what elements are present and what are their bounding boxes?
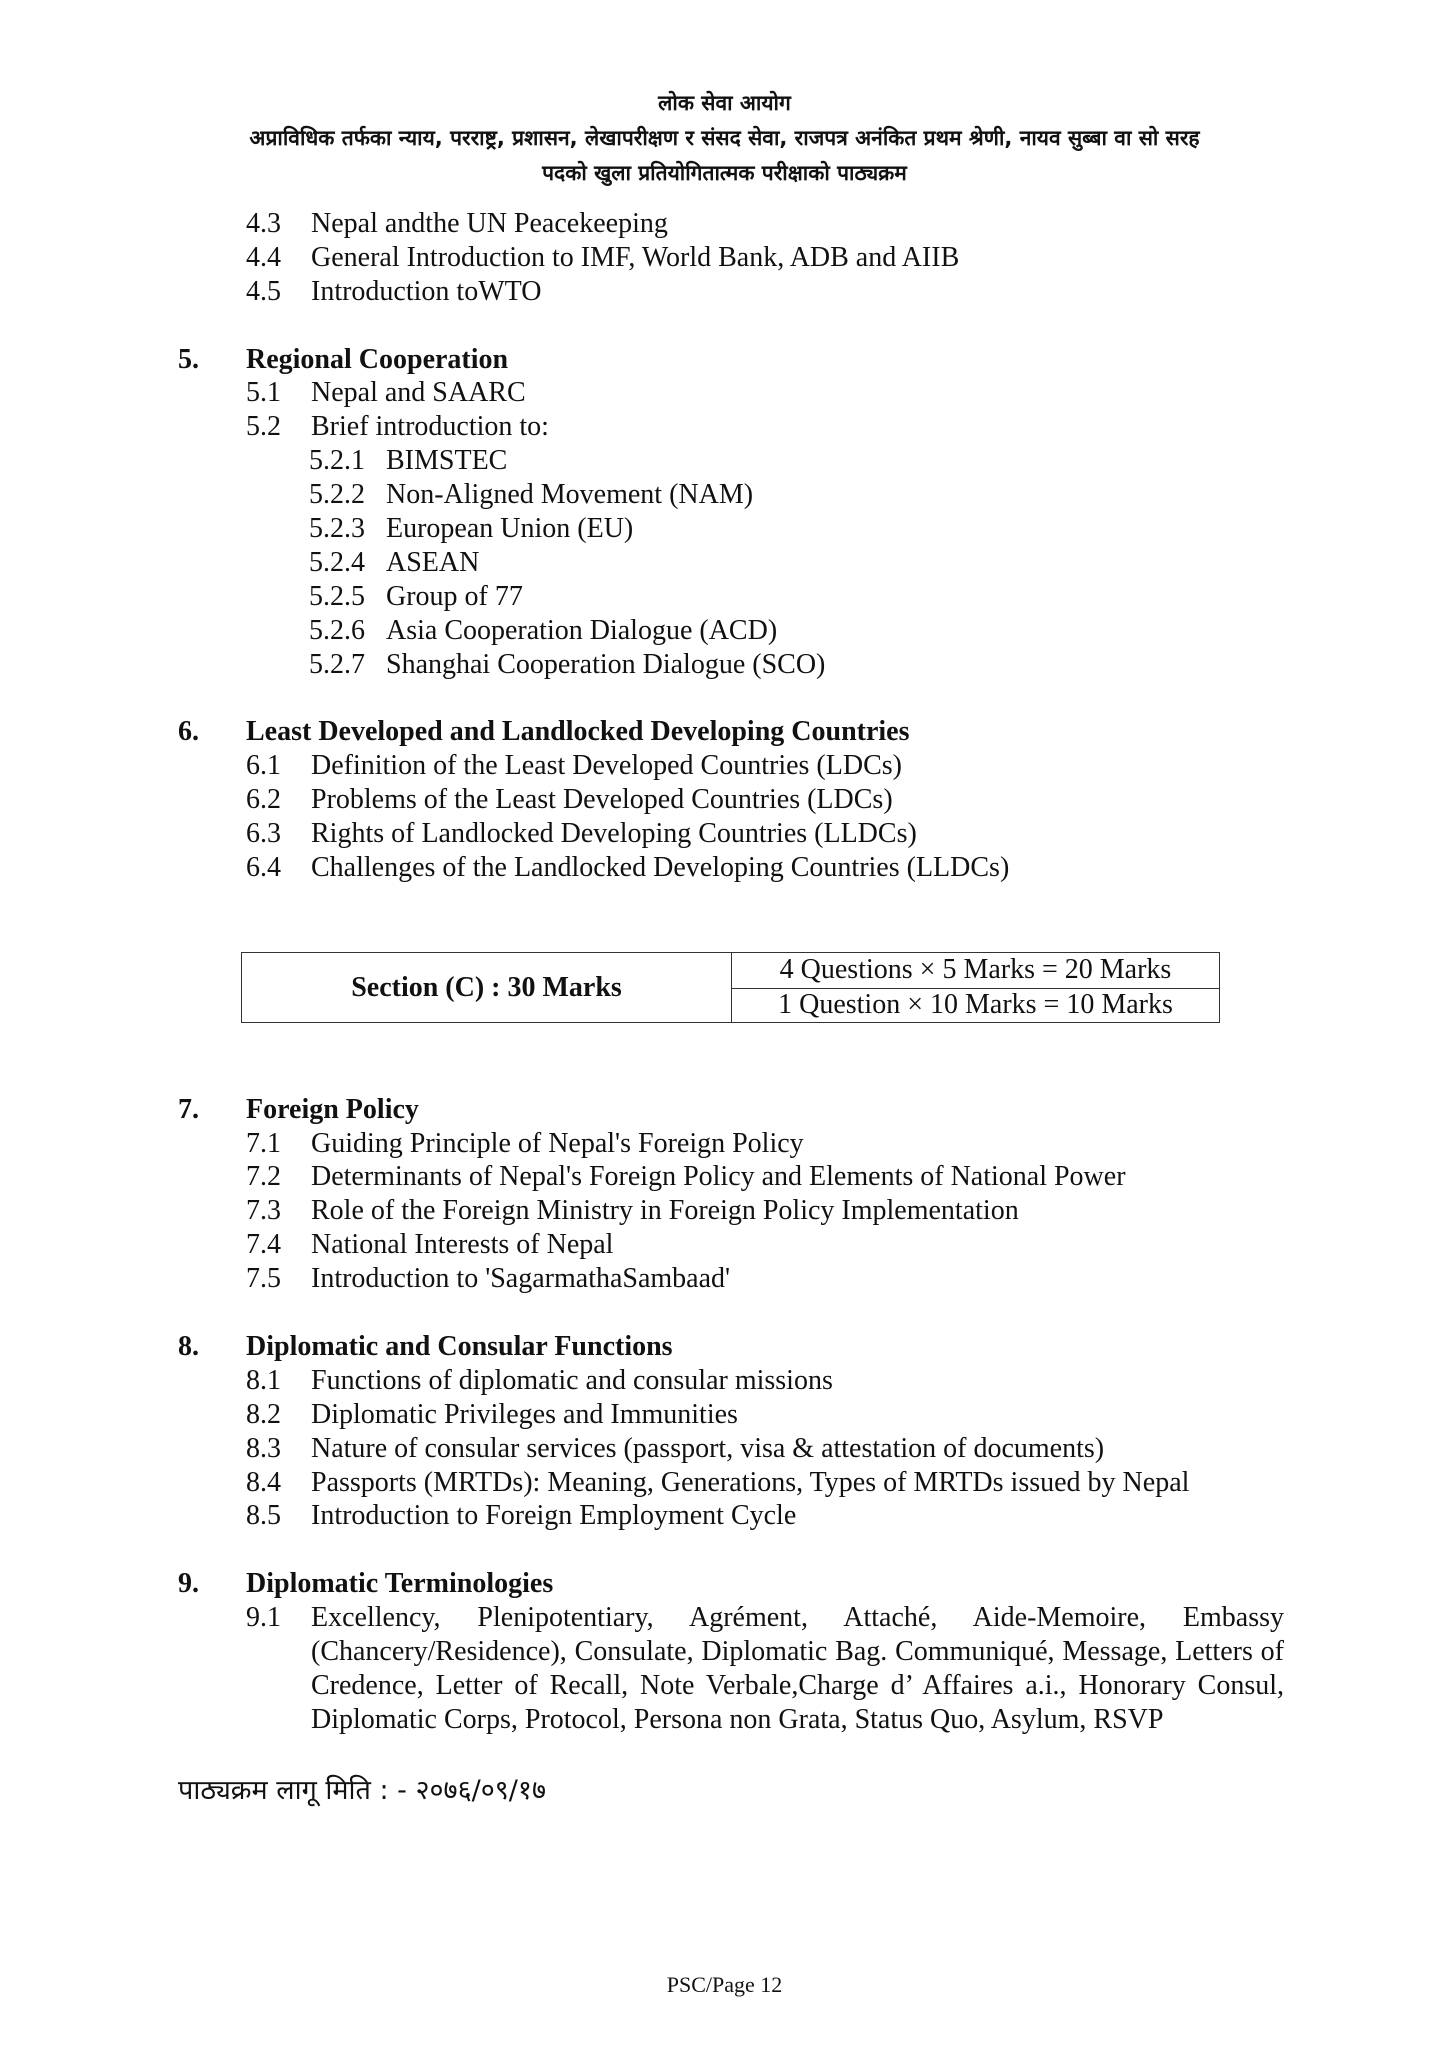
syllabus-item: [0, 376, 1449, 410]
item-text: Definition of the Least Developed Countries (LDCs): [311, 750, 902, 782]
section-heading: [0, 715, 1449, 749]
section-marks-label: Section (C) : 30 Marks: [242, 953, 732, 1022]
syllabus-subitem: [0, 648, 1449, 682]
item-number: 6.3: [246, 818, 281, 850]
header-org-name: लोक सेवा आयोग: [658, 91, 791, 115]
item-number: 6.2: [246, 784, 281, 816]
section-number: 5.: [178, 343, 199, 375]
subitem-text: Non-Aligned Movement (NAM): [386, 479, 754, 511]
section-heading: [0, 343, 1449, 377]
subitem-number: 5.2.3: [309, 513, 365, 545]
item-number: 8.5: [246, 1500, 281, 1532]
item-text: Functions of diplomatic and consular missions: [311, 1364, 833, 1396]
section-title: Regional Cooperation: [246, 343, 509, 375]
subitem-text: BIMSTEC: [386, 445, 508, 477]
item-number: 8.1: [246, 1364, 281, 1396]
item-text: National Interests of Nepal: [311, 1229, 614, 1261]
subitem-text: ASEAN: [386, 546, 480, 578]
syllabus-item: [0, 275, 1449, 309]
page-number: PSC/Page 12: [666, 1972, 783, 1997]
item-text: Introduction to Foreign Employment Cycle: [311, 1500, 797, 1532]
item-text: Brief introduction to:: [311, 411, 549, 443]
syllabus-item: [0, 1364, 1449, 1398]
item-text: Introduction toWTO: [311, 275, 542, 307]
subitem-text: Group of 77: [386, 580, 523, 612]
syllabus-item: [0, 851, 1449, 885]
item-number: 7.2: [246, 1161, 281, 1193]
item-text: Introduction to 'SagarmathaSambaad': [311, 1263, 731, 1295]
marks-table: [241, 952, 1220, 1023]
effective-date: पाठ्यक्रम लागू मिति : - २०७६/०९/१७: [178, 1775, 546, 1806]
item-number: 8.3: [246, 1432, 281, 1464]
syllabus-item: [0, 1160, 1449, 1194]
item-number: 4.5: [246, 275, 281, 307]
item-number: 4.3: [246, 208, 281, 239]
syllabus-item: [0, 1499, 1449, 1533]
item-number: 7.5: [246, 1263, 281, 1295]
item-number: 8.4: [246, 1466, 281, 1498]
syllabus-subitem: [0, 478, 1449, 512]
item-text: Nature of consular services (passport, visa & attestation of documents): [311, 1432, 1105, 1464]
section-heading: [0, 1567, 1449, 1601]
section-number: 7.: [178, 1093, 199, 1125]
syllabus-item: [0, 1127, 1449, 1161]
syllabus-item: [0, 817, 1449, 851]
section-title: Diplomatic Terminologies: [246, 1568, 554, 1600]
subitem-text: Asia Cooperation Dialogue (ACD): [386, 614, 778, 646]
syllabus-item: [0, 749, 1449, 783]
item-number: 5.2: [246, 411, 281, 443]
item-text: Role of the Foreign Ministry in Foreign Policy Implementation: [311, 1195, 1019, 1227]
item-text: Nepal andthe UN Peacekeeping: [311, 208, 668, 239]
subitem-number: 5.2.7: [309, 648, 365, 680]
item-number: 7.4: [246, 1229, 281, 1261]
section-heading: [0, 1330, 1449, 1364]
subitem-text: Shanghai Cooperation Dialogue (SCO): [386, 648, 826, 680]
syllabus-item: [0, 1466, 1449, 1500]
syllabus-item: [0, 1432, 1449, 1466]
syllabus-item: [0, 410, 1449, 444]
item-number: 8.2: [246, 1398, 281, 1430]
subitem-number: 5.2.4: [309, 546, 365, 578]
section-title: Least Developed and Landlocked Developing Countries: [246, 716, 910, 748]
header-syllabus-title: पदको खुला प्रतियोगितात्मक परीक्षाको पाठ्यक्रम: [542, 161, 907, 185]
section-number: 8.: [178, 1330, 199, 1362]
syllabus-subitem: [0, 614, 1449, 648]
syllabus-item: [0, 1398, 1449, 1432]
syllabus-item: [0, 1228, 1449, 1262]
item-number: 5.1: [246, 377, 281, 409]
item-text: Rights of Landlocked Developing Countries (LLDCs): [311, 818, 917, 850]
item-text: Determinants of Nepal's Foreign Policy and Elements of National Power: [311, 1161, 1126, 1193]
item-text: Passports (MRTDs): Meaning, Generations, Types of MRTDs issued by Nepal: [311, 1466, 1190, 1498]
marks-row-short-questions: 4 Questions × 5 Marks = 20 Marks: [732, 953, 1219, 989]
syllabus-subitem: [0, 580, 1449, 614]
syllabus-item: [0, 1262, 1449, 1296]
marks-row-long-question: 1 Question × 10 Marks = 10 Marks: [778, 988, 1173, 1020]
header-subtitle: अप्राविधिक तर्फका न्याय, परराष्ट्र, प्रशासन, लेखापरीक्षण र संसद सेवा, राजपत्र अनंकित प्रथम श्रेणी, नायव सुब्बा वा सो सरह: [249, 126, 1200, 150]
syllabus-item: [0, 241, 1449, 275]
subitem-number: 5.2.6: [309, 614, 365, 646]
syllabus-subitem: [0, 444, 1449, 478]
item-number: 6.1: [246, 750, 281, 782]
item-text: Diplomatic Privileges and Immunities: [311, 1398, 738, 1430]
subitem-number: 5.2.2: [309, 479, 365, 511]
item-number: 7.3: [246, 1195, 281, 1227]
syllabus-subitem: [0, 512, 1449, 546]
item-text: Excellency, Plenipotentiary, Agrément, Attaché, Aide-Memoire, Embassy (Chancery/Residence), Consulate, Diplomatic Bag. Communiqué, Message, Letters of Credence, Letter of Recall, Note Verbale,Charge d’ Affaires a.i., Honorary Consul, Diplomatic Corps, Protocol, Persona non Grata, Status Quo, Asylum, RSVP: [311, 1602, 1284, 1735]
subitem-number: 5.2.1: [309, 445, 365, 477]
item-text: Problems of the Least Developed Countries (LDCs): [311, 784, 893, 816]
section-title: Diplomatic and Consular Functions: [246, 1330, 673, 1362]
syllabus-item: [0, 1194, 1449, 1228]
section-title: Foreign Policy: [246, 1093, 419, 1125]
item-number: 6.4: [246, 851, 281, 883]
syllabus-item: [0, 1601, 1449, 1771]
subitem-text: European Union (EU): [386, 513, 634, 545]
section-number: 6.: [178, 716, 199, 748]
section-heading: [0, 1093, 1449, 1127]
subitem-number: 5.2.5: [309, 580, 365, 612]
syllabus-item: [0, 207, 1449, 241]
syllabus-item: [0, 783, 1449, 817]
item-number: 4.4: [246, 241, 281, 273]
item-number: 9.1: [246, 1602, 281, 1634]
section-number: 9.: [178, 1568, 199, 1600]
item-text: Nepal and SAARC: [311, 377, 526, 409]
item-text: Challenges of the Landlocked Developing Countries (LLDCs): [311, 851, 1010, 883]
item-number: 7.1: [246, 1127, 281, 1159]
item-text: General Introduction to IMF, World Bank, ADB and AIIB: [311, 241, 960, 273]
item-text: Guiding Principle of Nepal's Foreign Policy: [311, 1127, 804, 1159]
syllabus-subitem: [0, 546, 1449, 580]
